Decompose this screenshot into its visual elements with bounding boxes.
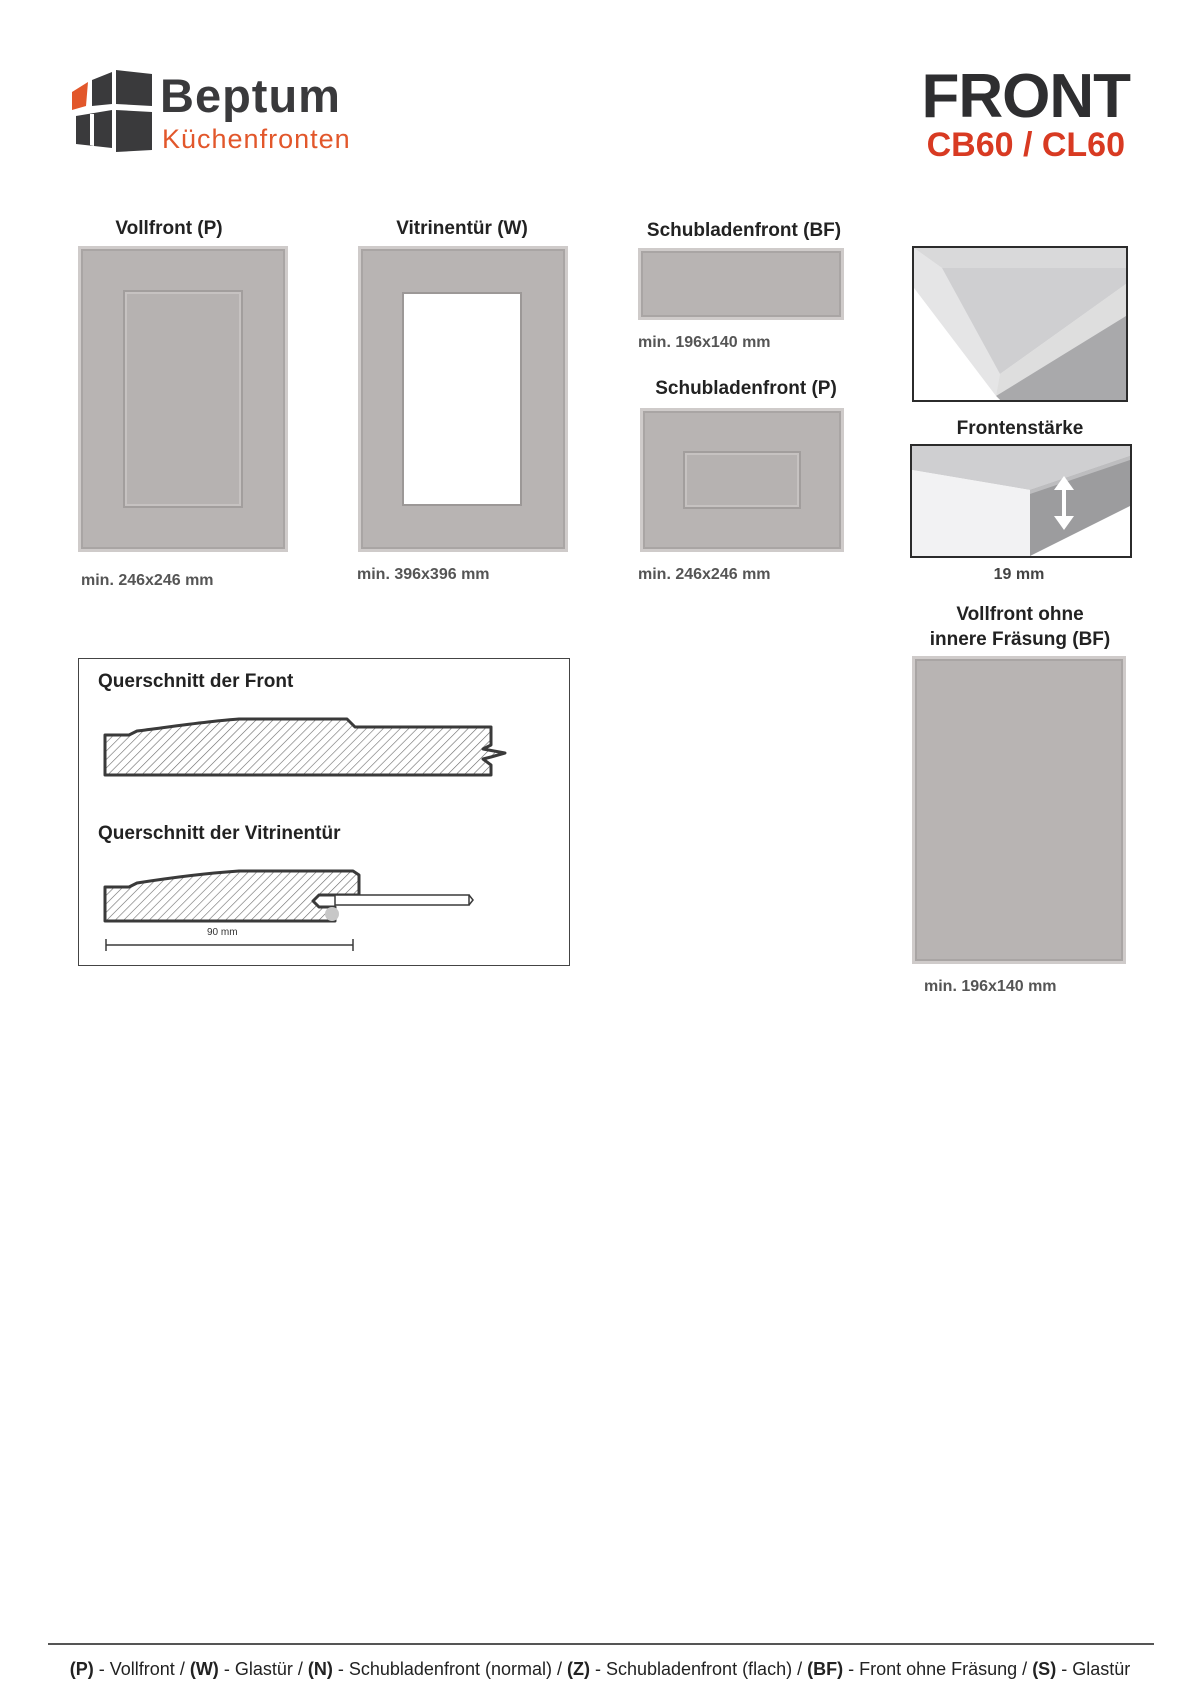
- footer-divider: [48, 1643, 1154, 1645]
- caption-line-2: innere Fräsung (BF): [929, 629, 1111, 650]
- cross-section-front-label: Querschnitt der Front: [98, 671, 294, 692]
- panel-inner-milling: [683, 451, 801, 509]
- brand-logo-icon: [70, 70, 154, 154]
- legend-code: (N): [307, 1659, 333, 1679]
- panel-vollfront-bf: [912, 656, 1126, 964]
- caption-schubladenfront-p: Schubladenfront (P): [655, 378, 837, 399]
- legend-text: Front ohne Fräsung: [859, 1659, 1018, 1679]
- cross-section-box: [78, 658, 570, 966]
- legend-text: Vollfront: [109, 1659, 175, 1679]
- caption-vollfront: Vollfront (P): [115, 218, 223, 239]
- glass-pane: [402, 292, 522, 506]
- model-codes: CB60 / CL60: [926, 126, 1125, 164]
- legend-code: (P): [69, 1659, 94, 1679]
- thickness-detail-image: [910, 444, 1132, 558]
- page-title: FRONT: [921, 62, 1130, 131]
- caption-frontenstaerke: Frontenstärke: [956, 418, 1084, 439]
- caption-schubladenfront-bf: Schubladenfront (BF): [646, 220, 842, 241]
- dimension-schubladenfront-p: min. 246x246 mm: [638, 566, 771, 583]
- cross-section-vitrine-drawing: [79, 659, 569, 965]
- panel-vitrinentuer: [358, 246, 568, 552]
- legend-text: Glastür: [1072, 1659, 1131, 1679]
- footer-legend: (P) - Vollfront / (W) - Glastür / (N) - Schubladenfront (normal) / (Z) - Schubladenfront (flach) / (BF) - Front ohne Fräsung / (S) - Glastür: [69, 1659, 1131, 1679]
- dimension-vollfront-bf: min. 196x140 mm: [924, 978, 1057, 995]
- caption-line-1: Vollfront ohne: [956, 604, 1084, 625]
- legend-code: (S): [1032, 1659, 1057, 1679]
- legend-code: (Z): [566, 1659, 590, 1679]
- panel-schubladenfront-p: [640, 408, 844, 552]
- corner-detail-image: [912, 246, 1128, 402]
- panel-schubladenfront-bf: [638, 248, 844, 320]
- dimension-schubladenfront-bf: min. 196x140 mm: [638, 334, 771, 351]
- legend-code: (W): [189, 1659, 219, 1679]
- legend-text: Glastür: [234, 1659, 293, 1679]
- panel-vollfront: [78, 246, 288, 552]
- caption-vollfront-bf: [910, 602, 1130, 652]
- brand-name: Beptum: [160, 69, 341, 122]
- dimension-vitrinentuer: min. 396x396 mm: [357, 566, 490, 583]
- dimension-frontenstaerke: 19 mm: [993, 566, 1045, 583]
- panel-inner-milling: [123, 290, 243, 508]
- legend-code: (BF): [807, 1659, 844, 1679]
- dimension-vollfront: min. 246x246 mm: [81, 572, 214, 589]
- brand-logo: [70, 70, 154, 154]
- legend-text: Schubladenfront (normal): [348, 1659, 552, 1679]
- legend-text: Schubladenfront (flach): [605, 1659, 793, 1679]
- brand-subtitle: Küchenfronten: [162, 124, 351, 154]
- cross-section-measure: 90 mm: [207, 927, 238, 938]
- cross-section-vitrine-label: Querschnitt der Vitrinentür: [98, 823, 341, 844]
- caption-vitrinentuer: Vitrinentür (W): [396, 218, 528, 239]
